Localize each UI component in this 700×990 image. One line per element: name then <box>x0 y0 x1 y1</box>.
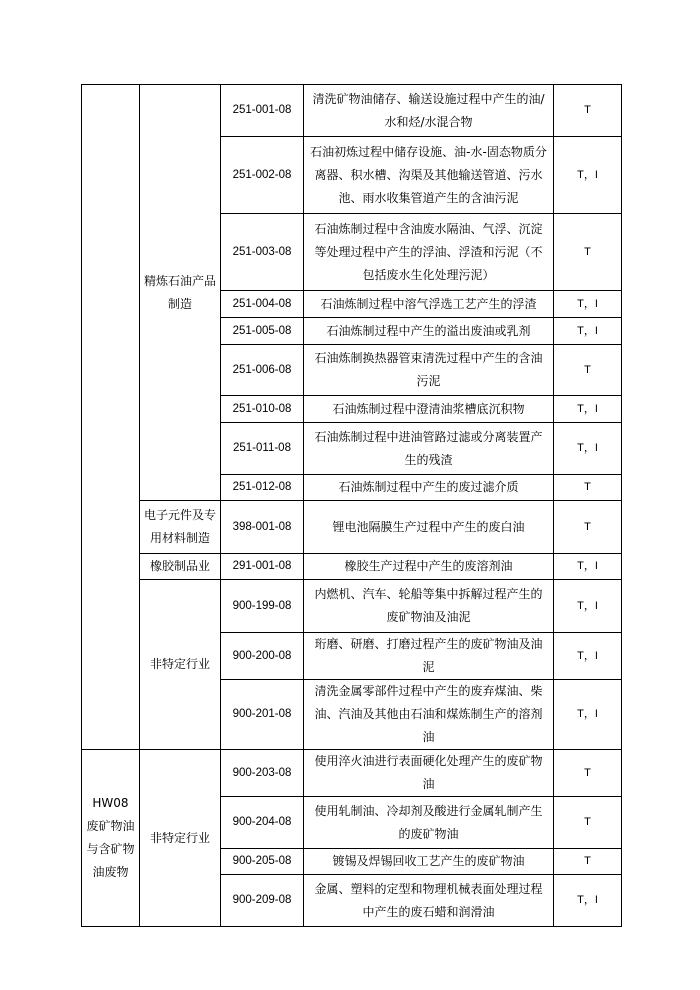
waste-code: 900-200-08 <box>221 633 304 680</box>
hazard-property: T，I <box>554 423 622 475</box>
industry-cell: 非特定行业 <box>140 580 221 750</box>
hazard-property: T，I <box>554 291 622 318</box>
waste-code: 251-012-08 <box>221 475 304 501</box>
waste-code: 398-001-08 <box>221 501 304 554</box>
waste-description: 石油初炼过程中储存设施、油-水-固态物质分离器、积水槽、沟渠及其他输送管道、污水池、雨水收集管道产生的含油污泥 <box>304 137 554 214</box>
hazard-property: T <box>554 85 622 137</box>
industry-cell: 非特定行业 <box>140 750 221 927</box>
hazard-property: T <box>554 475 622 501</box>
waste-description: 内燃机、汽车、轮船等集中拆解过程产生的废矿物油及油泥 <box>304 580 554 633</box>
table-row <box>82 85 622 137</box>
waste-description: 石油炼制过程中澄清油浆槽底沉积物 <box>304 396 554 423</box>
category-cell-continued <box>82 85 140 750</box>
waste-description: 使用淬火油进行表面硬化处理产生的废矿物油 <box>304 750 554 797</box>
table-row <box>82 750 622 797</box>
waste-description: 石油炼制过程中产生的废过滤介质 <box>304 475 554 501</box>
hazard-property: T，I <box>554 396 622 423</box>
industry-cell: 电子元件及专 用材料制造 <box>140 501 221 554</box>
waste-code: 900-204-08 <box>221 797 304 849</box>
hazard-property: T，I <box>554 318 622 345</box>
waste-code: 251-003-08 <box>221 214 304 291</box>
hazard-property: T <box>554 750 622 797</box>
hazard-property: T，I <box>554 680 622 750</box>
waste-description: 珩磨、研磨、打磨过程产生的废矿物油及油泥 <box>304 633 554 680</box>
waste-description: 使用轧制油、冷却剂及酸进行金属轧制产生的废矿物油 <box>304 797 554 849</box>
hazard-property: T，I <box>554 633 622 680</box>
hazard-property: T，I <box>554 554 622 580</box>
waste-code: 900-201-08 <box>221 680 304 750</box>
waste-code: 900-199-08 <box>221 580 304 633</box>
waste-description: 石油炼制过程中进油管路过滤或分离装置产生的残渣 <box>304 423 554 475</box>
waste-code: 900-205-08 <box>221 849 304 875</box>
hazard-property: T <box>554 849 622 875</box>
hazardous-waste-table <box>81 84 622 927</box>
waste-code: 251-010-08 <box>221 396 304 423</box>
industry-cell: 橡胶制品业 <box>140 554 221 580</box>
hazard-property: T，I <box>554 580 622 633</box>
waste-description: 清洗矿物油储存、输送设施过程中产生的油/水和烃/水混合物 <box>304 85 554 137</box>
waste-description: 石油炼制过程中产生的溢出废油或乳剂 <box>304 318 554 345</box>
industry-cell: 精炼石油产品 制造 <box>140 85 221 501</box>
waste-description: 橡胶生产过程中产生的废溶剂油 <box>304 554 554 580</box>
table-row <box>82 554 622 580</box>
hazard-property: T <box>554 214 622 291</box>
waste-code: 251-002-08 <box>221 137 304 214</box>
waste-description: 锂电池隔膜生产过程中产生的废白油 <box>304 501 554 554</box>
waste-code: 900-209-08 <box>221 875 304 927</box>
waste-code: 251-006-08 <box>221 345 304 396</box>
waste-description: 清洗金属零部件过程中产生的废弃煤油、柴油、汽油及其他由石油和煤炼制生产的溶剂油 <box>304 680 554 750</box>
waste-code: 291-001-08 <box>221 554 304 580</box>
waste-code: 251-004-08 <box>221 291 304 318</box>
waste-description: 石油炼制换热器管束清洗过程中产生的含油污泥 <box>304 345 554 396</box>
table-row <box>82 580 622 633</box>
waste-code: 251-011-08 <box>221 423 304 475</box>
hazard-property: T <box>554 797 622 849</box>
waste-code: 251-005-08 <box>221 318 304 345</box>
waste-description: 金属、塑料的定型和物理机械表面处理过程中产生的废石蜡和润滑油 <box>304 875 554 927</box>
hazard-property: T <box>554 345 622 396</box>
waste-code: 900-203-08 <box>221 750 304 797</box>
table-row <box>82 501 622 554</box>
hazard-property: T，I <box>554 875 622 927</box>
hazard-property: T，I <box>554 137 622 214</box>
waste-description: 石油炼制过程中含油废水隔油、气浮、沉淀等处理过程中产生的浮油、浮渣和污泥（不包括废水生化处理污泥） <box>304 214 554 291</box>
waste-description: 石油炼制过程中溶气浮选工艺产生的浮渣 <box>304 291 554 318</box>
waste-code: 251-001-08 <box>221 85 304 137</box>
category-cell: HW08 废矿物油 与含矿物 油废物 <box>82 750 140 927</box>
waste-description: 镀锡及焊锡回收工艺产生的废矿物油 <box>304 849 554 875</box>
hazard-property: T <box>554 501 622 554</box>
